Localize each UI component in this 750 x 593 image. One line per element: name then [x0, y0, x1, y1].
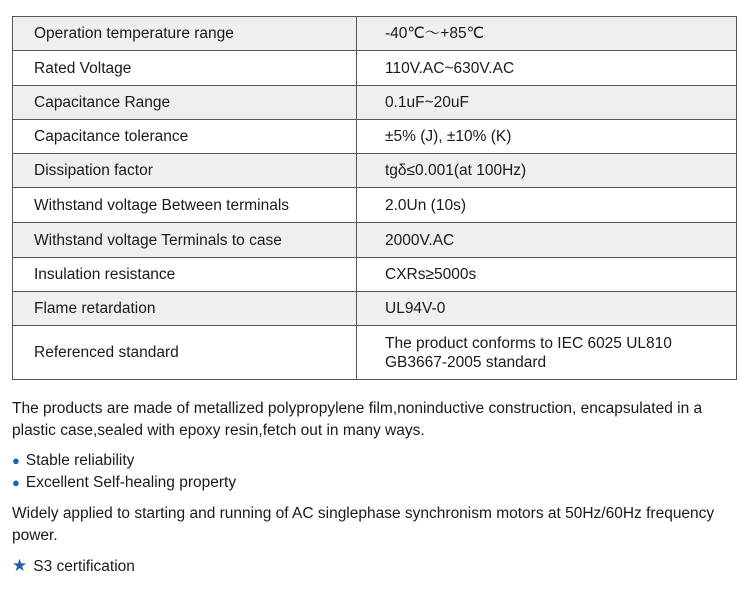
table-row: [13, 258, 737, 292]
value-cell: 110V.AC~630V.AC: [357, 51, 737, 86]
spec-table: [12, 16, 737, 380]
param-cell: Withstand voltage Between terminals: [13, 188, 357, 223]
table-row: [13, 120, 737, 154]
param-cell: Capacitance Range: [13, 86, 357, 120]
table-row: [13, 188, 737, 223]
param-cell: Rated Voltage: [13, 51, 357, 86]
value-cell: ±5% (J), ±10% (K): [357, 120, 737, 154]
table-row: [13, 86, 737, 120]
star-icon: ★: [12, 556, 28, 575]
certification-item: [12, 555, 135, 578]
param-cell: Operation temperature range: [13, 17, 357, 51]
param-cell: Insulation resistance: [13, 258, 357, 292]
table-row: [13, 154, 737, 188]
param-cell: Flame retardation: [13, 292, 357, 326]
feature-text: Stable reliability: [25, 452, 135, 469]
param-cell: Withstand voltage Terminals to case: [13, 223, 357, 258]
value-line: The product conforms to IEC 6025 UL810: [385, 334, 672, 352]
product-description: The products are made of metallized polypropylene film,noninductive construction, encapsulated in a plastic case,sealed with epoxy resin,fetch out in many ways.: [12, 400, 703, 439]
param-cell: Referenced standard: [13, 326, 357, 380]
value-cell: 0.1uF~20uF: [357, 86, 737, 120]
bullet-dot-icon: ●: [12, 453, 20, 468]
value-cell: CXRs≥5000s: [357, 258, 737, 292]
application-description: Widely applied to starting and running of AC singlephase synchronism motors at 50Hz/60Hz frequency power.: [12, 505, 715, 544]
bullet-dot-icon: ●: [12, 475, 20, 490]
value-cell: tgδ≤0.001(at 100Hz): [357, 154, 737, 188]
feature-item: [12, 472, 236, 494]
value-cell: UL94V-0: [357, 292, 737, 326]
table-row: [13, 292, 737, 326]
table-row: [13, 223, 737, 258]
value-cell: -40℃～+85℃: [357, 17, 737, 51]
certification-text: S3 certification: [33, 558, 135, 575]
param-cell: Dissipation factor: [13, 154, 357, 188]
value-cell: [357, 326, 737, 380]
feature-item: [12, 450, 134, 472]
table-row: [13, 51, 737, 86]
value-cell: 2.0Un (10s): [357, 188, 737, 223]
feature-text: Excellent Self-healing property: [25, 474, 237, 491]
table-row: [13, 17, 737, 51]
table-row: [13, 326, 737, 380]
value-cell: 2000V.AC: [357, 223, 737, 258]
value-line: GB3667-2005 standard: [385, 353, 547, 371]
param-cell: Capacitance tolerance: [13, 120, 357, 154]
